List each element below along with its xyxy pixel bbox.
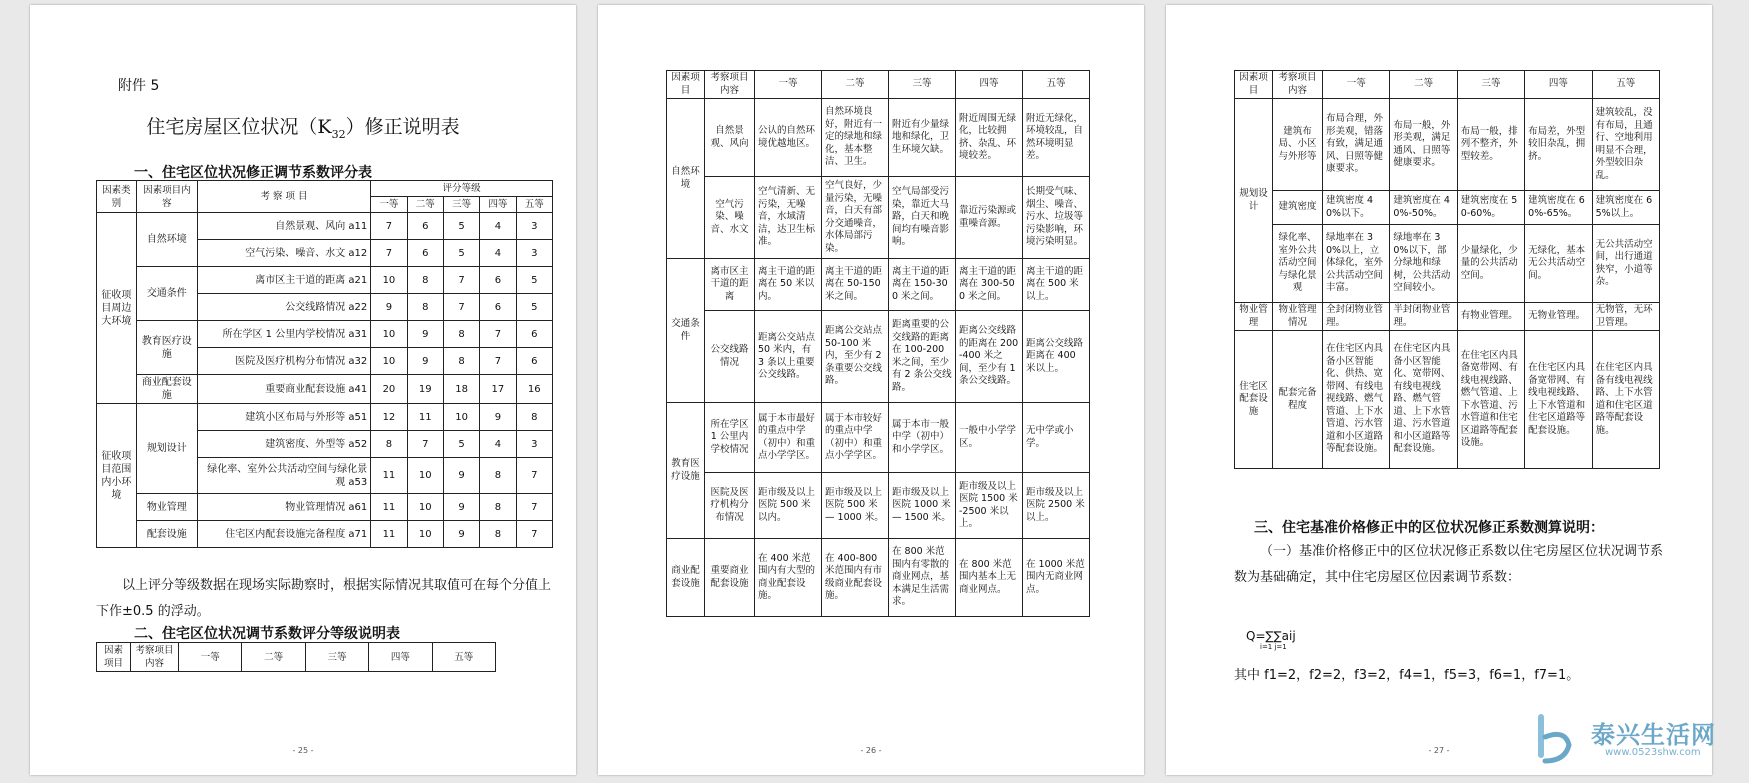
grade-desc-cell: 在住宅区内具备小区智能化、供热、宽带网、有线电视线路、燃气管道、上下水管道、污水管道和小区道路等配套设施。 [1323, 331, 1390, 469]
grade-desc-cell: 无物业管理。 [1525, 303, 1592, 331]
grade-header: 三等 [443, 197, 479, 213]
grade-desc-cell: 长期受气味、烟尘、噪音、污水、垃圾等污染影响，环境污染明显。 [1023, 177, 1090, 259]
factor-cell: 教育医疗设施 [667, 403, 705, 539]
check-item-cell: 离市区主干道的距离 a21 [197, 267, 370, 294]
score-cell: 5 [516, 267, 552, 294]
grade-desc-cell: 无物管，无环卫管理。 [1592, 303, 1659, 331]
score-cell: 10 [407, 494, 443, 521]
grade-desc-cell: 在住宅区内具备有线电视线路、上下水管道和住宅区道路等配套设施。 [1592, 331, 1659, 469]
grade-desc-cell: 空气局部受污染，靠近大马路，白天和晚间均有噪音影响。 [889, 177, 956, 259]
score-cell: 8 [407, 294, 443, 321]
score-cell: 6 [480, 294, 516, 321]
header-check-item: 考 察 项 目 [197, 181, 370, 213]
grade-header: 四等 [480, 197, 516, 213]
grade-header: 二等 [407, 197, 443, 213]
table-row [97, 267, 553, 294]
site-watermark [1531, 709, 1721, 769]
score-cell: 8 [480, 521, 516, 548]
grade-desc-cell: 附近周围无绿化，比较拥挤、杂乱、环境较差。 [956, 99, 1023, 177]
header-cell: 四等 [369, 643, 432, 672]
grade-desc-cell: 建筑密度在 40%-50%。 [1390, 191, 1457, 225]
watermark-name: 泰兴生活网 [1591, 721, 1716, 749]
score-cell: 5 [516, 294, 552, 321]
item-cell: 所在学区 1 公里内学校情况 [705, 403, 755, 473]
grade-desc-cell: 离主干道的距离在 150-300 米之间。 [889, 259, 956, 311]
grade-desc-header-table [96, 642, 496, 672]
score-cell: 7 [516, 458, 552, 494]
table-row [667, 99, 1090, 177]
score-table [96, 180, 553, 548]
grade-desc-cell: 在住宅区内具备宽带网、有线电视线路、燃气管道、上下水管道、污水管道和住宅区道路等配套设施。 [1457, 331, 1524, 469]
grade-desc-cell: 属于本市较好的重点中学（初中）和重点小学学区。 [822, 403, 889, 473]
grade-desc-cell: 距市级及以上医院 500 米 — 1000 米。 [822, 473, 889, 539]
header-cell: 一等 [1323, 71, 1390, 99]
score-cell: 7 [443, 267, 479, 294]
score-cell: 18 [443, 375, 479, 404]
section-3-heading: 三、住宅基准价格修正中的区位状况修正系数测算说明： [1254, 520, 1604, 536]
grade-desc-cell: 绿地率在 30%以上，立体绿化，室外公共活动空间丰富。 [1323, 225, 1390, 303]
grade-desc-cell: 距离公交线路距离在 400 米以上。 [1023, 311, 1090, 403]
header-cell: 二等 [242, 643, 305, 672]
score-cell: 6 [407, 213, 443, 240]
score-cell: 8 [407, 267, 443, 294]
grade-desc-cell: 离主干道的距离在 50 米以内。 [755, 259, 822, 311]
grade-desc-cell: 属于本市一般中学（初中）和小学学区。 [889, 403, 956, 473]
grade-desc-cell: 在住宅区内具备小区智能化、宽带网、有线电视线路、燃气管道、上下水管道、污水管道和小区道路等配套设施。 [1390, 331, 1457, 469]
grade-desc-cell: 无公共活动空间，出行通道狭窄，小道等杂。 [1592, 225, 1659, 303]
check-item-cell: 建筑小区布局与外形等 a51 [197, 404, 370, 431]
score-cell: 7 [516, 494, 552, 521]
header-factor-category: 因素类别 [97, 181, 137, 213]
category-cell: 征收项目范围内小环境 [97, 404, 137, 548]
header-cell: 一等 [755, 71, 822, 99]
grade-desc-cell: 距市级及以上医院 500 米以内。 [755, 473, 822, 539]
score-cell: 5 [443, 240, 479, 267]
score-cell: 4 [480, 431, 516, 458]
grade-desc-cell: 距离公交站点 50 米内，有 3 条以上重要公交线路。 [755, 311, 822, 403]
score-cell: 10 [407, 458, 443, 494]
grade-desc-table-b [1234, 70, 1660, 469]
grade-desc-cell: 建筑密度在 65%以上。 [1592, 191, 1659, 225]
factor-cell: 商业配套设施 [136, 375, 197, 404]
grade-desc-cell: 在 1000 米范围内无商业网点。 [1023, 539, 1090, 617]
item-cell: 离市区主干道的距离 [705, 259, 755, 311]
grade-desc-cell: 在 400 米范围内有大型的商业配套设施。 [755, 539, 822, 617]
page-title: 住宅房屋区位状况$(K_{32})$修正说明表 [146, 116, 460, 141]
page-27 [1166, 5, 1712, 775]
check-item-cell: 建筑密度、外型等 a52 [197, 431, 370, 458]
table-row [97, 375, 553, 404]
header-cell: 五等 [432, 643, 495, 672]
note-paragraph: 以上评分等级数据在现场实际勘察时，根据实际情况其取值可在每个分值上下作±0.5 的浮动。 [96, 578, 552, 619]
score-cell: 11 [371, 494, 407, 521]
item-cell: 医院及医疗机构分布情况 [705, 473, 755, 539]
grade-desc-cell: 距离公交站点 50-100 米内，至少有 2 条重要公交线路。 [822, 311, 889, 403]
score-cell: 10 [371, 267, 407, 294]
grade-desc-cell: 布局一般，排列不整齐，外型较差。 [1457, 99, 1524, 191]
score-cell: 8 [480, 458, 516, 494]
table-row [97, 321, 553, 348]
factor-cell: 交通条件 [136, 267, 197, 321]
header-factor-item: 因素项目内 容 [136, 181, 197, 213]
score-cell: 10 [443, 404, 479, 431]
grade-desc-cell: 空气清新、无污染，无噪音，水域清洁，达卫生标准。 [755, 177, 822, 259]
grade-desc-cell: 建筑较乱，没有布局，且通行、空地利用明显不合理，外型较旧杂乱。 [1592, 99, 1659, 191]
grade-desc-cell: 布局合理，外形美观，错落有致，满足通风、日照等健康要求。 [1323, 99, 1390, 191]
header-cell: 三等 [305, 643, 368, 672]
section-2-heading: 二、住宅区位状况调节系数评分等级说明表 [134, 626, 400, 642]
header-cell: 五等 [1592, 71, 1659, 99]
grade-desc-cell: 在 800 米范围内基本上无商业网点。 [956, 539, 1023, 617]
score-cell: 6 [516, 348, 552, 375]
grade-desc-cell: 布局一般，外形美观，满足通风、日照等健康要求。 [1390, 99, 1457, 191]
header-cell: 三等 [1457, 71, 1524, 99]
table-row [1235, 225, 1660, 303]
grade-desc-cell: 靠近污染源或重噪音源。 [956, 177, 1023, 259]
score-cell: 7 [516, 521, 552, 548]
grade-header: 一等 [371, 197, 407, 213]
check-item-cell: 绿化率、室外公共活动空间与绿化景观 a53 [197, 458, 370, 494]
page-25 [30, 5, 576, 775]
grade-desc-cell: 距市级及以上医院 2500 米以上。 [1023, 473, 1090, 539]
grade-desc-cell: 建筑密度 40%以下。 [1323, 191, 1390, 225]
factor-cell: 教育医疗设施 [136, 321, 197, 375]
explain-paragraph: （一）基准价格修正中的区位状况修正系数以住宅房屋区位状况调节系数为基础确定，其中住宅房屋区位因素调节系数： [1234, 544, 1664, 585]
grade-desc-cell: 距市级及以上医院 1500 米 -2500 米以上。 [956, 473, 1023, 539]
grade-desc-cell: 在住宅区内具备宽带网、有线电视线路、上下水管道和住宅区道路等配套设施。 [1525, 331, 1592, 469]
grade-desc-cell: 少量绿化，少量的公共活动空间。 [1457, 225, 1524, 303]
score-cell: 7 [371, 240, 407, 267]
grade-desc-cell: 距离重要的公交线路的距离在 100-200 米之间，至少有 2 条公交线路。 [889, 311, 956, 403]
score-cell: 20 [371, 375, 407, 404]
score-cell: 3 [516, 240, 552, 267]
factor-cell: 物业管理 [1235, 303, 1273, 331]
score-cell: 7 [407, 431, 443, 458]
grade-desc-cell: 附近有少量绿地和绿化，卫生环境欠缺。 [889, 99, 956, 177]
grade-desc-cell: 绿地率在 30%以下，部分绿地和绿树，公共活动空间较小。 [1390, 225, 1457, 303]
table-row [1235, 99, 1660, 191]
table-row [667, 403, 1090, 473]
grade-desc-cell: 空气良好，少量污染，无噪音，白天有部分交通噪音，水体局部污染。 [822, 177, 889, 259]
grade-desc-cell: 离主干道的距离在 50-150 米之间。 [822, 259, 889, 311]
grade-desc-cell: 自然环境良好，附近有一定的绿地和绿化，基本整洁、卫生。 [822, 99, 889, 177]
score-cell: 9 [443, 494, 479, 521]
score-cell: 6 [516, 321, 552, 348]
table-row [667, 259, 1090, 311]
factor-cell: 住宅区配套设施 [1235, 331, 1273, 469]
grade-desc-cell: 半封闭物业管理。 [1390, 303, 1457, 331]
header-cell: 四等 [956, 71, 1023, 99]
annex-label: 附件 5 [118, 78, 160, 94]
score-cell: 8 [443, 348, 479, 375]
item-cell: 建筑密度 [1273, 191, 1323, 225]
table-row [1235, 191, 1660, 225]
score-cell: 7 [480, 321, 516, 348]
watermark-logo-icon [1531, 709, 1591, 769]
check-item-cell: 公交线路情况 a22 [197, 294, 370, 321]
header-cell: 因素项目 [667, 71, 705, 99]
check-item-cell: 医院及医疗机构分布情况 a32 [197, 348, 370, 375]
score-cell: 19 [407, 375, 443, 404]
factor-cell: 配套设施 [136, 521, 197, 548]
table-row [667, 311, 1090, 403]
page-number: - 27 - [1428, 746, 1450, 755]
score-cell: 7 [443, 294, 479, 321]
grade-desc-cell: 离主干道的距离在 500 米以上。 [1023, 259, 1090, 311]
page-number: - 25 - [292, 746, 314, 755]
header-cell: 考察项目内容 [705, 71, 755, 99]
score-cell: 4 [480, 240, 516, 267]
header-cell: 考察项目内容 [1273, 71, 1323, 99]
score-cell: 8 [480, 494, 516, 521]
table-row [1235, 331, 1660, 469]
item-cell: 配套完备程度 [1273, 331, 1323, 469]
header-cell: 三等 [889, 71, 956, 99]
score-cell: 8 [443, 321, 479, 348]
page-number: - 26 - [860, 746, 882, 755]
header-cell: 因素项目 [97, 643, 131, 672]
check-item-cell: 重要商业配套设施 a41 [197, 375, 370, 404]
item-cell: 空气污染、噪音、水文 [705, 177, 755, 259]
score-cell: 11 [371, 521, 407, 548]
score-cell: 12 [371, 404, 407, 431]
category-cell: 征收项目周边大环境 [97, 213, 137, 404]
score-cell: 10 [371, 321, 407, 348]
watermark-url: www.0523shw.com [1605, 747, 1701, 758]
formula: Q=∑∑aij i=1 j=1 [1246, 629, 1296, 651]
grade-desc-cell: 距市级及以上医院 1000 米 — 1500 米。 [889, 473, 956, 539]
score-cell: 3 [516, 213, 552, 240]
grade-desc-cell: 无绿化，基本无公共活动空间。 [1525, 225, 1592, 303]
score-cell: 3 [516, 431, 552, 458]
item-cell: 重要商业配套设施 [705, 539, 755, 617]
check-item-cell: 空气污染、噪音、水文 a12 [197, 240, 370, 267]
factor-cell: 物业管理 [136, 494, 197, 521]
score-cell: 7 [371, 213, 407, 240]
check-item-cell: 住宅区内配套设施完备程度 a71 [197, 521, 370, 548]
score-cell: 6 [407, 240, 443, 267]
table-row [97, 494, 553, 521]
score-cell: 9 [371, 294, 407, 321]
table-row [97, 521, 553, 548]
grade-header: 五等 [516, 197, 552, 213]
header-cell: 一等 [179, 643, 242, 672]
check-item-cell: 物业管理情况 a61 [197, 494, 370, 521]
score-cell: 5 [443, 431, 479, 458]
score-cell: 6 [480, 267, 516, 294]
grade-desc-cell: 在 400-800 米范围内有市级商业配套设施。 [822, 539, 889, 617]
score-cell: 9 [443, 521, 479, 548]
item-cell: 绿化率、室外公共活动空间与绿化景观 [1273, 225, 1323, 303]
header-grade-group: 评分等级 [371, 181, 553, 197]
score-cell: 7 [480, 348, 516, 375]
grade-desc-cell: 建筑密度在 50-60%。 [1457, 191, 1524, 225]
table-row [97, 213, 553, 240]
score-cell: 8 [516, 404, 552, 431]
grade-desc-cell: 一般中小学学区。 [956, 403, 1023, 473]
grade-desc-cell: 附近无绿化，环境较乱，自然环境明显差。 [1023, 99, 1090, 177]
factor-cell: 自然环境 [136, 213, 197, 267]
table-row [667, 177, 1090, 259]
factor-cell: 交通条件 [667, 259, 705, 403]
item-cell: 公交线路情况 [705, 311, 755, 403]
factor-cell: 规划设计 [136, 404, 197, 494]
score-cell: 9 [443, 458, 479, 494]
table-row [1235, 303, 1660, 331]
score-cell: 10 [407, 521, 443, 548]
score-cell: 9 [407, 348, 443, 375]
coefficient-line: 其中 f1=2，f2=2，f3=2，f4=1，f5=3，f6=1，f7=1。 [1234, 668, 1580, 683]
item-cell: 自然景观、风向 [705, 99, 755, 177]
item-cell: 物业管理情况 [1273, 303, 1323, 331]
page-26 [598, 5, 1144, 775]
score-cell: 17 [480, 375, 516, 404]
factor-cell: 规划设计 [1235, 99, 1273, 303]
grade-desc-cell: 公认的自然环境优越地区。 [755, 99, 822, 177]
grade-desc-cell: 有物业管理。 [1457, 303, 1524, 331]
header-cell: 四等 [1525, 71, 1592, 99]
grade-desc-cell: 布局差，外型较旧杂乱，拥挤。 [1525, 99, 1592, 191]
header-cell: 二等 [1390, 71, 1457, 99]
score-cell: 11 [371, 458, 407, 494]
table-row [97, 404, 553, 431]
score-cell: 10 [371, 348, 407, 375]
score-cell: 16 [516, 375, 552, 404]
check-item-cell: 所在学区 1 公里内学校情况 a31 [197, 321, 370, 348]
grade-desc-cell: 属于本市最好的重点中学（初中）和重点小学学区。 [755, 403, 822, 473]
factor-cell: 商业配套设施 [667, 539, 705, 617]
table-row [667, 539, 1090, 617]
factor-cell: 自然环境 [667, 99, 705, 259]
check-item-cell: 自然景观、风向 a11 [197, 213, 370, 240]
score-cell: 9 [480, 404, 516, 431]
score-cell: 9 [407, 321, 443, 348]
header-cell: 因素项目 [1235, 71, 1273, 99]
score-cell: 8 [371, 431, 407, 458]
item-cell: 建筑布局、小区与外形等 [1273, 99, 1323, 191]
header-cell: 考察项目内容 [131, 643, 179, 672]
score-cell: 4 [480, 213, 516, 240]
score-cell: 5 [443, 213, 479, 240]
table-row [667, 473, 1090, 539]
grade-desc-cell: 全封闭物业管理。 [1323, 303, 1390, 331]
section-1-heading: 一、住宅区位状况修正调节系数评分表 [134, 165, 372, 181]
grade-desc-cell: 在 800 米范围内有零散的商业网点，基本满足生活需求。 [889, 539, 956, 617]
header-cell: 二等 [822, 71, 889, 99]
grade-desc-cell: 距离公交线路的距离在 200-400 米之间，至少有 1 条公交线路。 [956, 311, 1023, 403]
score-cell: 11 [407, 404, 443, 431]
grade-desc-cell: 无中学或小学。 [1023, 403, 1090, 473]
grade-desc-table-a [666, 70, 1090, 617]
grade-desc-cell: 建筑密度在 60%-65%。 [1525, 191, 1592, 225]
header-cell: 五等 [1023, 71, 1090, 99]
grade-desc-cell: 离主干道的距离在 300-500 米之间。 [956, 259, 1023, 311]
